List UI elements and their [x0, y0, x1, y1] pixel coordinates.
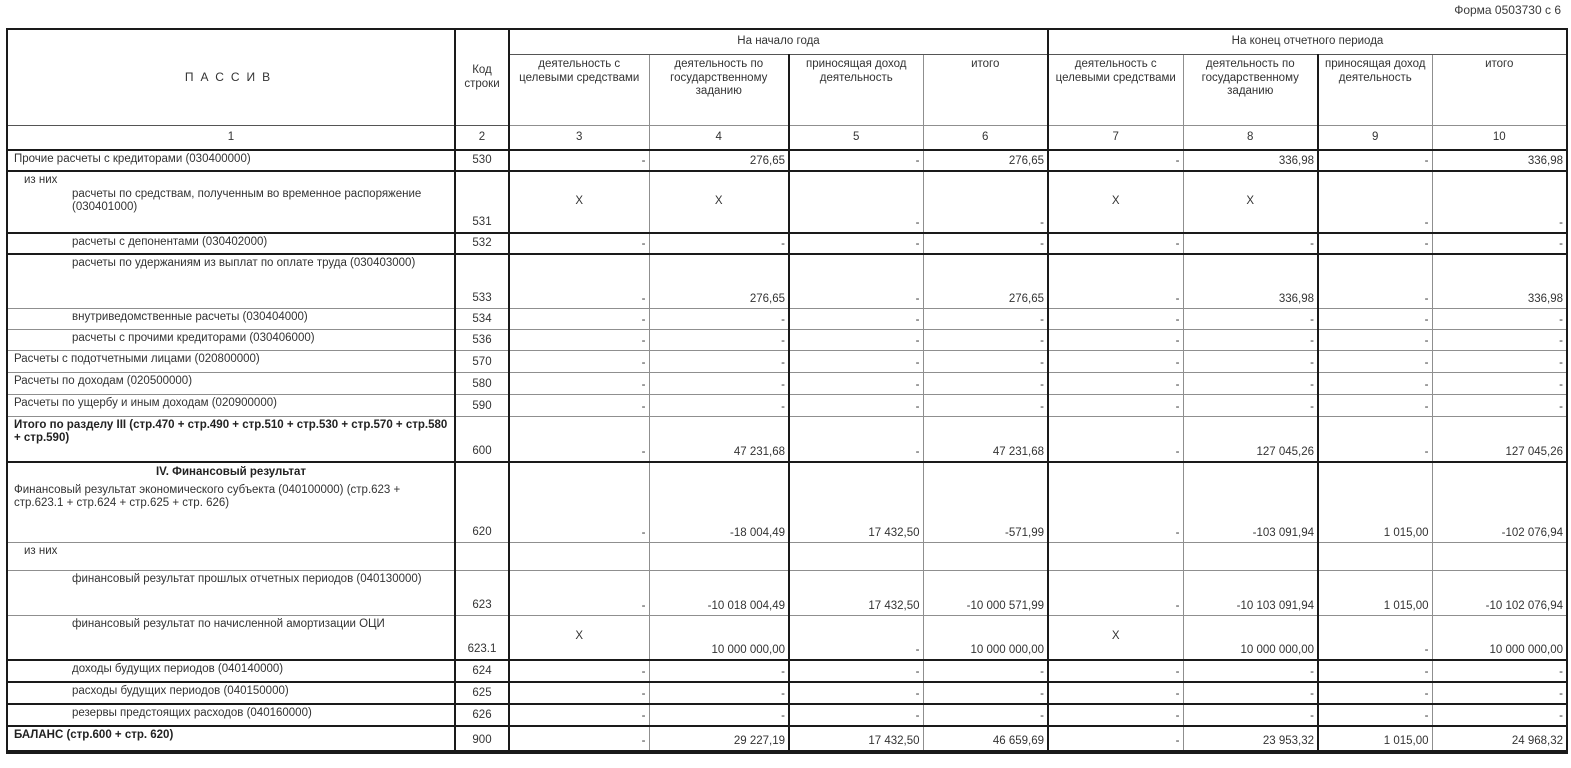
value-cell-col8: -	[1183, 660, 1318, 682]
row-name: расчеты по средствам, полученным во временное распоряжение (030401000)	[72, 187, 422, 214]
value-cell-col4: -	[649, 682, 789, 704]
value-cell-col10: -	[1432, 350, 1567, 372]
row-code-cell: 626	[455, 704, 509, 726]
value-cell-col4: -	[649, 372, 789, 394]
value-cell-col4: 10 000 000,00	[649, 615, 789, 660]
value-cell-col3: -	[509, 150, 649, 171]
value-cell-col4: 276,65	[649, 254, 789, 308]
value-cell-col3: -	[509, 462, 649, 542]
value-cell-col9: -	[1318, 329, 1432, 350]
value-cell-col4: -	[649, 660, 789, 682]
value-cell-col5: -	[789, 660, 923, 682]
value-cell-col6: -	[923, 660, 1048, 682]
value-cell-col8: -	[1183, 682, 1318, 704]
table-row-624	[7, 660, 1567, 682]
row-name: доходы будущих периодов (040140000)	[72, 663, 284, 675]
row-name-cell	[7, 171, 455, 233]
value-cell-col6: -	[923, 704, 1048, 726]
row-name-cell	[7, 372, 455, 394]
row-code-cell	[455, 542, 509, 570]
header-number-row	[7, 126, 1567, 151]
value-cell-col7: -	[1048, 726, 1183, 752]
column-header-line-code: Код строки	[455, 29, 509, 126]
value-cell-col3: -	[509, 660, 649, 682]
value-cell-col5: -	[789, 704, 923, 726]
value-cell-col3: -	[509, 570, 649, 615]
value-cell-col4: 276,65	[649, 150, 789, 171]
value-cell-col7: -	[1048, 372, 1183, 394]
row-name: резервы предстоящих расходов (040160000)	[72, 707, 312, 719]
value-cell-col8: -	[1183, 704, 1318, 726]
row-code-cell: 625	[455, 682, 509, 704]
table-row-580	[7, 372, 1567, 394]
value-cell-col5: -	[789, 150, 923, 171]
value-cell-col6: 47 231,68	[923, 416, 1048, 462]
row-name: расчеты по удержаниям из выплат по оплате труда (030403000)	[72, 257, 416, 269]
row-name: внутриведомственные расчеты (030404000)	[72, 310, 308, 323]
value-cell-col6: -10 000 571,99	[923, 570, 1048, 615]
value-cell-col9: 1 015,00	[1318, 570, 1432, 615]
header-group-row	[7, 29, 1567, 55]
value-cell-col3: -	[509, 394, 649, 416]
value-cell-col6: -	[923, 394, 1048, 416]
row-name: расчеты с прочими кредиторами (030406000)	[72, 331, 315, 344]
value-cell-col4: -	[649, 233, 789, 254]
value-cell-col8: 336,98	[1183, 150, 1318, 171]
row-name: Итого по разделу III (стр.470 + стр.490 + стр.510 + стр.530 + стр.570 + стр.580 + стр.590)	[14, 418, 448, 445]
value-cell-col7	[1048, 542, 1183, 570]
row-code-cell: 570	[455, 350, 509, 372]
value-cell-col10: 24 968,32	[1432, 726, 1567, 752]
value-cell-col10: -	[1432, 308, 1567, 329]
row-name: расчеты с депонентами (030402000)	[72, 236, 268, 248]
value-cell-col6: 276,65	[923, 150, 1048, 171]
column-header-passiv: ПАССИВ	[7, 29, 455, 126]
value-cell-col4	[649, 542, 789, 570]
column-number: 6	[923, 126, 1048, 151]
value-cell-col6: -	[923, 329, 1048, 350]
row-name: расходы будущих периодов (040150000)	[72, 685, 289, 697]
value-cell-col8: -	[1183, 394, 1318, 416]
value-cell-col4: 29 227,19	[649, 726, 789, 752]
column-header-income-activity-start: приносящая доход деятельность	[789, 55, 923, 126]
value-cell-col7: X	[1048, 615, 1183, 660]
table-row-626	[7, 704, 1567, 726]
row-code-cell: 623	[455, 570, 509, 615]
row-name-cell	[7, 542, 455, 570]
row-name-cell	[7, 615, 455, 660]
row-name-cell	[7, 704, 455, 726]
value-cell-col9: -	[1318, 416, 1432, 462]
row-code-cell: 620	[455, 462, 509, 542]
value-cell-col7: -	[1048, 350, 1183, 372]
value-cell-col9	[1318, 542, 1432, 570]
value-cell-col5: 17 432,50	[789, 570, 923, 615]
value-cell-col4: 47 231,68	[649, 416, 789, 462]
value-cell-col3: -	[509, 329, 649, 350]
value-cell-col3: -	[509, 233, 649, 254]
value-cell-col7: -	[1048, 233, 1183, 254]
column-number: 1	[7, 126, 455, 151]
value-cell-col3: -	[509, 254, 649, 308]
row-name-cell	[7, 350, 455, 372]
value-cell-col4: -18 004,49	[649, 462, 789, 542]
value-cell-col6: -	[923, 682, 1048, 704]
row-name-cell	[7, 150, 455, 171]
value-cell-col6: -	[923, 233, 1048, 254]
row-name: Расчеты по ущербу и иным доходам (020900000)	[14, 396, 277, 409]
value-cell-col10: -	[1432, 372, 1567, 394]
row-code-cell: 623.1	[455, 615, 509, 660]
value-cell-col7: -	[1048, 416, 1183, 462]
row-name: Финансовый результат экономического субъекта (040100000) (стр.623 + стр.623.1 + стр.624 + стр.625 + стр. 626)	[14, 483, 401, 510]
row-name: из них	[24, 544, 58, 557]
value-cell-col5: -	[789, 682, 923, 704]
value-cell-col7: -	[1048, 394, 1183, 416]
value-cell-col9: -	[1318, 171, 1432, 233]
value-cell-col10: 336,98	[1432, 150, 1567, 171]
column-number: 3	[509, 126, 649, 151]
value-cell-col10: -	[1432, 704, 1567, 726]
row-code-cell: 531	[455, 171, 509, 233]
column-header-state-task-start: деятельность по государственному заданию	[649, 55, 789, 126]
column-header-target-funds-start: деятельность с целевыми средствами	[509, 55, 649, 126]
value-cell-col6	[923, 542, 1048, 570]
table-row-530	[7, 150, 1567, 171]
value-cell-col5: -	[789, 416, 923, 462]
value-cell-col8: 23 953,32	[1183, 726, 1318, 752]
value-cell-col6: -571,99	[923, 462, 1048, 542]
value-cell-col5: 17 432,50	[789, 726, 923, 752]
value-cell-col7: -	[1048, 254, 1183, 308]
table-row-532	[7, 233, 1567, 254]
value-cell-col9: -	[1318, 308, 1432, 329]
table-row-623.1	[7, 615, 1567, 660]
value-cell-col8: 127 045,26	[1183, 416, 1318, 462]
value-cell-col10: -	[1432, 660, 1567, 682]
value-cell-col9: 1 015,00	[1318, 462, 1432, 542]
row-name-cell	[7, 462, 455, 542]
row-name: Прочие расчеты с кредиторами (030400000)	[14, 153, 251, 165]
table-row-620	[7, 462, 1567, 542]
column-number: 4	[649, 126, 789, 151]
table-row-536	[7, 329, 1567, 350]
value-cell-col10: -	[1432, 233, 1567, 254]
value-cell-col3: X	[509, 615, 649, 660]
value-cell-col10: -102 076,94	[1432, 462, 1567, 542]
row-name-cell	[7, 308, 455, 329]
value-cell-col10: 10 000 000,00	[1432, 615, 1567, 660]
row-name-cell	[7, 329, 455, 350]
value-cell-col8: -103 091,94	[1183, 462, 1318, 542]
value-cell-col4: X	[649, 171, 789, 233]
value-cell-col9: 1 015,00	[1318, 726, 1432, 752]
value-cell-col3: -	[509, 308, 649, 329]
column-number: 8	[1183, 126, 1318, 151]
row-code-cell: 534	[455, 308, 509, 329]
column-number: 7	[1048, 126, 1183, 151]
row-name-cell	[7, 394, 455, 416]
value-cell-col5: -	[789, 350, 923, 372]
row-name-prefix: из них	[24, 174, 58, 186]
table-row-623	[7, 570, 1567, 615]
value-cell-col8: X	[1183, 171, 1318, 233]
value-cell-col10: 127 045,26	[1432, 416, 1567, 462]
table-row-533	[7, 254, 1567, 308]
value-cell-col6: -	[923, 350, 1048, 372]
row-code-cell: 532	[455, 233, 509, 254]
value-cell-col7: -	[1048, 150, 1183, 171]
column-header-total-end: итого	[1432, 55, 1567, 126]
table-row-531	[7, 171, 1567, 233]
column-header-income-activity-end: приносящая доход деятельность	[1318, 55, 1432, 126]
value-cell-col5: -	[789, 308, 923, 329]
value-cell-col5	[789, 542, 923, 570]
value-cell-col4: -10 018 004,49	[649, 570, 789, 615]
column-number: 10	[1432, 126, 1567, 151]
value-cell-col5: -	[789, 615, 923, 660]
value-cell-col8: -	[1183, 329, 1318, 350]
row-name-cell	[7, 660, 455, 682]
row-code-cell: 533	[455, 254, 509, 308]
value-cell-col3: -	[509, 350, 649, 372]
value-cell-col7: -	[1048, 660, 1183, 682]
form-number-label: Форма 0503730 с 6	[1454, 3, 1561, 17]
value-cell-col8: -	[1183, 308, 1318, 329]
value-cell-col8: 336,98	[1183, 254, 1318, 308]
value-cell-col7: -	[1048, 682, 1183, 704]
row-name: финансовый результат прошлых отчетных периодов (040130000)	[72, 572, 422, 585]
table-row-900	[7, 726, 1567, 752]
column-number: 2	[455, 126, 509, 151]
value-cell-col8: -	[1183, 372, 1318, 394]
value-cell-col9: -	[1318, 254, 1432, 308]
row-name-cell	[7, 233, 455, 254]
value-cell-col5: -	[789, 329, 923, 350]
liabilities-table	[6, 28, 1568, 754]
value-cell-col6: 10 000 000,00	[923, 615, 1048, 660]
value-cell-col9: -	[1318, 394, 1432, 416]
value-cell-col3: -	[509, 682, 649, 704]
row-name: Расчеты с подотчетными лицами (020800000)	[14, 352, 260, 365]
value-cell-col4: -	[649, 329, 789, 350]
value-cell-col6: -	[923, 372, 1048, 394]
table-row-590	[7, 394, 1567, 416]
column-group-start-of-year: На начало года	[509, 29, 1048, 55]
row-name-cell	[7, 416, 455, 462]
value-cell-col8: -	[1183, 233, 1318, 254]
row-code-cell: 624	[455, 660, 509, 682]
row-code-cell: 536	[455, 329, 509, 350]
value-cell-col10: -	[1432, 329, 1567, 350]
value-cell-col10: -	[1432, 394, 1567, 416]
value-cell-col8: 10 000 000,00	[1183, 615, 1318, 660]
value-cell-col7: -	[1048, 308, 1183, 329]
value-cell-col7: X	[1048, 171, 1183, 233]
value-cell-col5: -	[789, 233, 923, 254]
column-header-state-task-end: деятельность по государственному заданию	[1183, 55, 1318, 126]
row-name-cell	[7, 726, 455, 752]
table-row-570	[7, 350, 1567, 372]
value-cell-col5: -	[789, 394, 923, 416]
column-number: 5	[789, 126, 923, 151]
row-name: финансовый результат по начисленной амортизации ОЦИ	[72, 617, 385, 630]
value-cell-col9: -	[1318, 704, 1432, 726]
value-cell-col8: -	[1183, 350, 1318, 372]
value-cell-col3: X	[509, 171, 649, 233]
column-group-end-of-period: На конец отчетного периода	[1048, 29, 1567, 55]
value-cell-col7: -	[1048, 704, 1183, 726]
value-cell-col9: -	[1318, 615, 1432, 660]
value-cell-col6: 46 659,69	[923, 726, 1048, 752]
row-name: Расчеты по доходам (020500000)	[14, 374, 193, 387]
column-number: 9	[1318, 126, 1432, 151]
value-cell-col4: -	[649, 350, 789, 372]
value-cell-col3: -	[509, 704, 649, 726]
row-code-cell: 530	[455, 150, 509, 171]
value-cell-col5: -	[789, 254, 923, 308]
table-row-534	[7, 308, 1567, 329]
value-cell-col6: 276,65	[923, 254, 1048, 308]
column-header-total-start: итого	[923, 55, 1048, 126]
value-cell-col3: -	[509, 726, 649, 752]
value-cell-col7: -	[1048, 570, 1183, 615]
value-cell-col5: -	[789, 171, 923, 233]
row-name-cell	[7, 254, 455, 308]
value-cell-col9: -	[1318, 372, 1432, 394]
value-cell-col9: -	[1318, 682, 1432, 704]
value-cell-col10	[1432, 542, 1567, 570]
row-name: БАЛАНС (стр.600 + стр. 620)	[14, 729, 174, 741]
column-header-target-funds-end: деятельность с целевыми средствами	[1048, 55, 1183, 126]
value-cell-col10: -10 102 076,94	[1432, 570, 1567, 615]
value-cell-col7: -	[1048, 329, 1183, 350]
value-cell-col10: -	[1432, 682, 1567, 704]
value-cell-col6: -	[923, 171, 1048, 233]
value-cell-col6: -	[923, 308, 1048, 329]
value-cell-col7: -	[1048, 462, 1183, 542]
value-cell-col3	[509, 542, 649, 570]
value-cell-col9: -	[1318, 350, 1432, 372]
value-cell-col9: -	[1318, 660, 1432, 682]
table-row-625	[7, 682, 1567, 704]
value-cell-col8: -10 103 091,94	[1183, 570, 1318, 615]
row-code-cell: 900	[455, 726, 509, 752]
table-row-600	[7, 416, 1567, 462]
table-row-iz-nih	[7, 542, 1567, 570]
row-name-cell	[7, 682, 455, 704]
row-code-cell: 590	[455, 394, 509, 416]
value-cell-col10: 336,98	[1432, 254, 1567, 308]
value-cell-col3: -	[509, 372, 649, 394]
value-cell-col8	[1183, 542, 1318, 570]
row-code-cell: 580	[455, 372, 509, 394]
value-cell-col10: -	[1432, 171, 1567, 233]
value-cell-col4: -	[649, 308, 789, 329]
value-cell-col3: -	[509, 416, 649, 462]
value-cell-col4: -	[649, 704, 789, 726]
row-name-cell	[7, 570, 455, 615]
row-code-cell: 600	[455, 416, 509, 462]
value-cell-col5: -	[789, 372, 923, 394]
value-cell-col9: -	[1318, 233, 1432, 254]
section-title: IV. Финансовый результат	[155, 466, 307, 478]
value-cell-col5: 17 432,50	[789, 462, 923, 542]
value-cell-col9: -	[1318, 150, 1432, 171]
value-cell-col4: -	[649, 394, 789, 416]
